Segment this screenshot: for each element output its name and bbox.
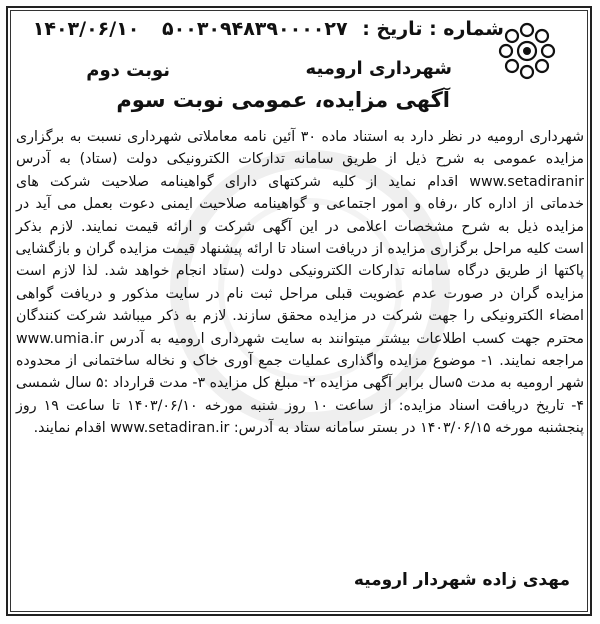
body-line: پاکتها از طریق درگاه سامانه تدارکات الکترونیکی دولت (ستاد انجام خواهد شد. لذا لازم است xyxy=(16,263,584,280)
body-line: ۴- تاریخ دریافت اسناد مزایده: از ساعت ۱۰ روز شنبه مورخه ۱۴۰۳/۰۶/۱۰ تا ساعت ۱۹ روز xyxy=(16,397,584,414)
municipality-logo-icon xyxy=(498,22,556,80)
number-date-label: شماره : تاریخ : xyxy=(362,18,504,40)
notice-date: ۱۴۰۳/۰۶/۱۰ xyxy=(32,18,140,40)
notice-title: آگهی مزایده، عمومی نوبت سوم xyxy=(116,88,450,112)
signature-line: مهدی زاده شهردار ارومیه xyxy=(353,570,570,590)
round-label: نوبت دوم xyxy=(86,60,170,81)
body-line: شهر ارومیه به مدت ۵سال برابر آگهی مزایده ۲- مبلغ کل مزایده ۳- مدت قرارداد :۵ سال شمسی xyxy=(15,375,584,392)
body-line: www.setadiranir اقدام نماید از کلیه شرکتهای دارای گواهینامه صلاحیت شرکت های xyxy=(16,173,584,190)
body-line: پنجشنبه مورخه ۱۴۰۳/۰۶/۱۵ در بستر سامانه ستاد به آدرس: www.setadiran.ir اقدام نمایند. xyxy=(33,420,584,437)
body-line: مزایده عمومی به شرح ذیل از طریق سامانه تدارکات الکترونیکی دولت (ستاد) به آدرس xyxy=(16,151,584,168)
notice-body xyxy=(16,126,584,440)
body-line: مزایده ذیل به شرح مشخصات اعلامی در این آگهی شرکت و ارائه قیمت نمایند. لازم بذکر xyxy=(16,218,584,235)
organization-name: شهرداری ارومیه xyxy=(305,58,452,79)
number-date-line xyxy=(33,18,504,40)
reference-number: ۵۰۰۳۰۹۴۸۳۹۰۰۰۰۲۷ xyxy=(162,18,348,40)
body-line: است کلیه مراحل برگزاری مزایده از دریافت اسناد تا ارائه پیشنهاد قیمت مزایده گران و بازگشایی xyxy=(15,241,584,258)
body-line: خدماتی از اداره کار ،رفاه و امور اجتماعی و گواهینامه صلاحیت ایمنی دعوت بعمل می آید در xyxy=(16,196,584,213)
body-line: مزایده گران در صورت عدم عضویت قبلی مراحل ثبت نام در سایت مذکور و دریافت گواهی xyxy=(16,285,584,302)
body-line: مراجعه نمایند. ۱- موضوع مزایده واگذاری عملیات جمع آوری خاک و نخاله ساختمانی از محدوده xyxy=(16,353,584,370)
body-line: شهرداری ارومیه در نظر دارد به استناد ماده ۳۰ آئین نامه معاملاتی شهرداری نسبت به برگزاری xyxy=(16,129,584,145)
body-line: محترم جهت کسب اطلاعات بیشتر میتوانند به سایت شهرداری ارومیه به آدرس www.umia.ir xyxy=(16,330,584,347)
body-line: امضاء الکترونیکی را جهت شرکت در مزایده محقق سازند. لازم به ذکر میباشد شرکت کنندگان xyxy=(16,308,584,325)
